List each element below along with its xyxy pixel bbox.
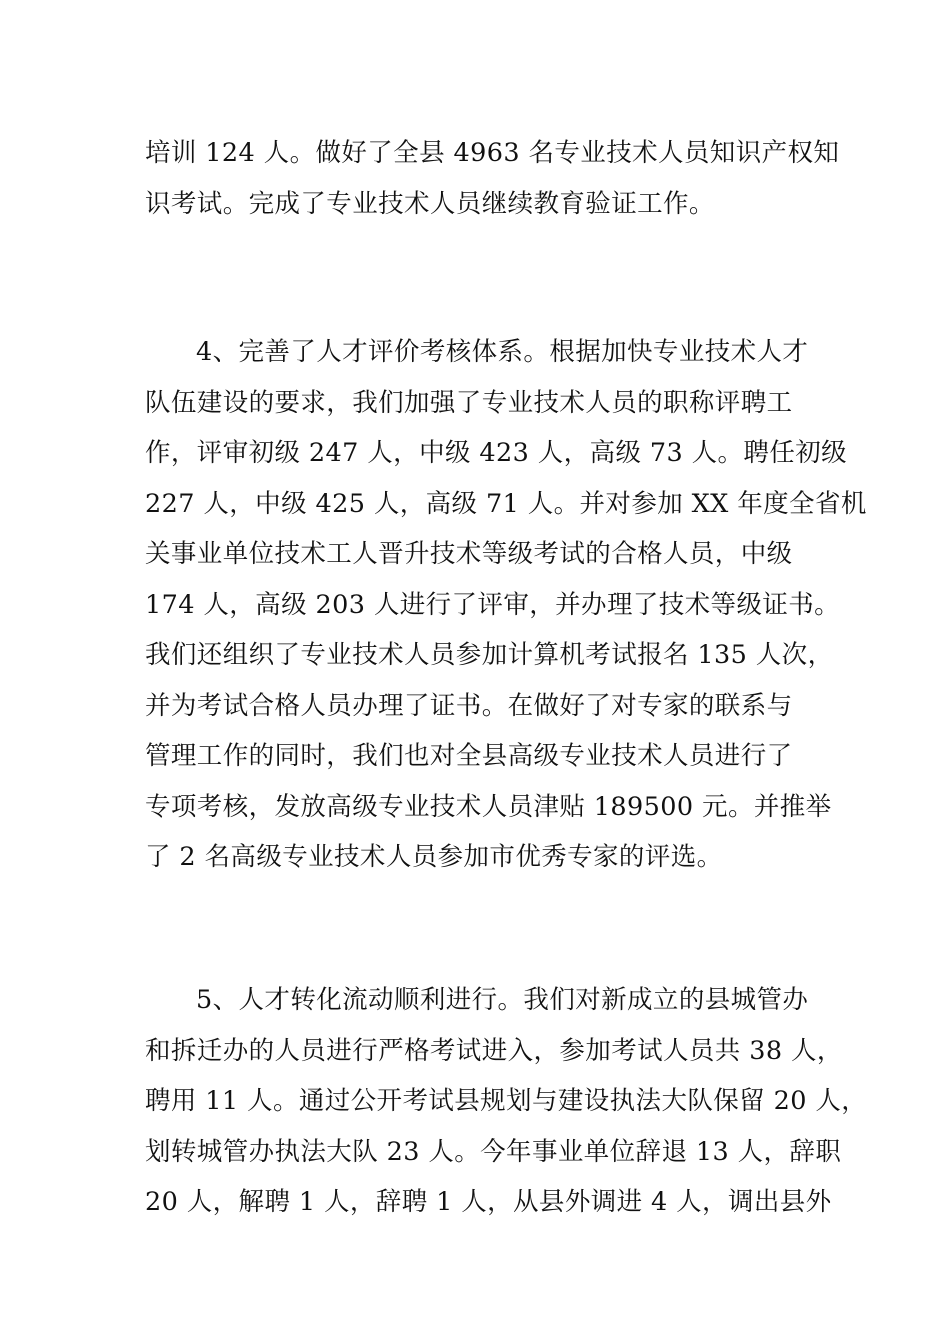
text-line: 聘用 11 人。通过公开考试县规划与建设执法大队保留 20 人， [145,1086,868,1116]
text-line: 4、完善了人才评价考核体系。根据加快专业技术人才 [196,337,809,367]
text-line: 关事业单位技术工人晋升技术等级考试的合格人员，中级 [145,539,793,569]
text-line: 培训 124 人。做好了全县 4963 名专业技术人员知识产权知 [145,138,840,168]
text-line: 了 2 名高级专业技术人员参加市优秀专家的评选。 [145,842,723,872]
text-line: 174 人，高级 203 人进行了评审，并办理了技术等级证书。 [145,589,841,620]
text-line: 5、人才转化流动顺利进行。我们对新成立的县城管办 [196,985,809,1015]
paragraph-talent-evaluation [145,327,867,883]
text-line: 队伍建设的要求，我们加强了专业技术人员的职称评聘工 [145,387,793,418]
text-line: 20 人，解聘 1 人，辞聘 1 人，从县外调进 4 人，调出县外 [145,1187,832,1217]
text-line: 227 人，中级 425 人，高级 71 人。并对参加 XX 年度全省机 [145,488,867,519]
text-line: 划转城管办执法大队 23 人。今年事业单位辞退 13 人，辞职 [145,1136,842,1167]
paragraph-talent-mobility [145,975,868,1228]
paragraph-training-continuation [145,128,840,229]
text-line: 专项考核，发放高级专业技术人员津贴 189500 元。并推举 [145,791,832,822]
text-line: 作，评审初级 247 人，中级 423 人，高级 73 人。聘任初级 [145,438,848,468]
text-line: 并为考试合格人员办理了证书。在做好了对专家的联系与 [145,690,793,721]
text-line: 管理工作的同时，我们也对全县高级专业技术人员进行了 [145,741,793,771]
text-line: 和拆迁办的人员进行严格考试进入，参加考试人员共 38 人， [145,1035,843,1066]
text-line: 识考试。完成了专业技术人员继续教育验证工作。 [145,188,715,219]
text-line: 我们还组织了专业技术人员参加计算机考试报名 135 人次， [145,640,834,670]
